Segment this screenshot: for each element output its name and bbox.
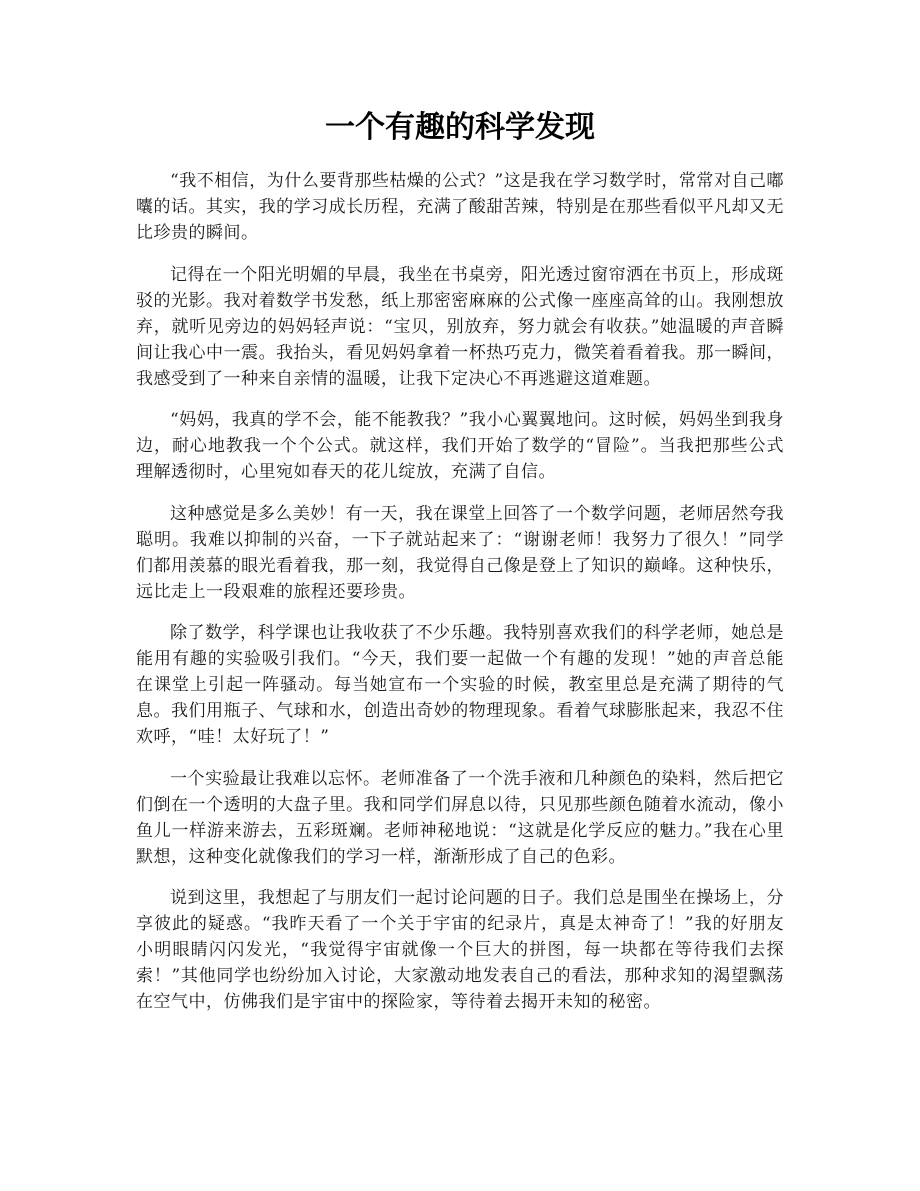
paragraph-3: “妈妈，我真的学不会，能不能教我？”我小心翼翼地问。这时候，妈妈坐到我身边，耐心地教我一个个公式。就这样，我们开始了数学的“冒险”。当我把那些公式理解透彻时，心里宛如春天的花儿绽放，充满了自信。: [136, 410, 784, 482]
paragraph-6: 一个实验最让我难以忘怀。老师准备了一个洗手液和几种颜色的染料，然后把它们倒在一个透明的大盘子里。我和同学们屏息以待，只见那些颜色随着水流动，像小鱼儿一样游来游去，五彩斑斓。老师神秘地说：“这就是化学反应的魅力。”我在心里默想，这种变化就像我们的学习一样，渐渐形成了自己的色彩。: [136, 768, 784, 867]
paragraph-7: 说到这里，我想起了与朋友们一起讨论问题的日子。我们总是围坐在操场上，分享彼此的疑惑。“我昨天看了一个关于宇宙的纪录片，真是太神奇了！”我的好朋友小明眼睛闪闪发光，“我觉得宇宙就像一个巨大的拼图，每一块都在等待我们去探索！”其他同学也纷纷加入讨论，大家激动地发表自己的看法，那种求知的渴望飘荡在空气中，仿佛我们是宇宙中的探险家，等待着去揭开未知的秘密。: [136, 888, 784, 1012]
paragraph-1: “我不相信，为什么要背那些枯燥的公式？”这是我在学习数学时，常常对自己嘟囔的话。其实，我的学习成长历程，充满了酸甜苦辣，特别是在那些看似平凡却又无比珍贵的瞬间。: [136, 171, 784, 243]
paragraph-2: 记得在一个阳光明媚的早晨，我坐在书桌旁，阳光透过窗帘洒在书页上，形成斑驳的光影。我对着数学书发愁，纸上那密密麻麻的公式像一座座高耸的山。我刚想放弃，就听见旁边的妈妈轻声说：“宝贝，别放弃，努力就会有收获。”她温暖的声音瞬间让我心中一震。我抬头，看见妈妈拿着一杯热巧克力，微笑着看着我。那一瞬间，我感受到了一种来自亲情的温暖，让我下定决心不再逃避这道难题。: [136, 264, 784, 389]
paragraph-4: 这种感觉是多么美妙！有一天，我在课堂上回答了一个数学问题，老师居然夸我聪明。我难以抑制的兴奋，一下子就站起来了：“谢谢老师！我努力了很久！”同学们都用羡慕的眼光看着我，那一刻，我觉得自己像是登上了知识的巅峰。这种快乐，远比走上一段艰难的旅程还要珍贵。: [136, 503, 784, 602]
paragraph-5: 除了数学，科学课也让我收获了不少乐趣。我特别喜欢我们的科学老师，她总是能用有趣的实验吸引我们。“今天，我们要一起做一个有趣的发现！”她的声音总能在课堂上引起一阵骚动。每当她宣布一个实验的时候，教室里总是充满了期待的气息。我们用瓶子、气球和水，创造出奇妙的物理现象。看着气球膨胀起来，我忍不住欢呼，“哇！太好玩了！”: [136, 623, 784, 747]
document-title: 一个有趣的科学发现: [325, 110, 595, 145]
document-body: [136, 168, 784, 1031]
